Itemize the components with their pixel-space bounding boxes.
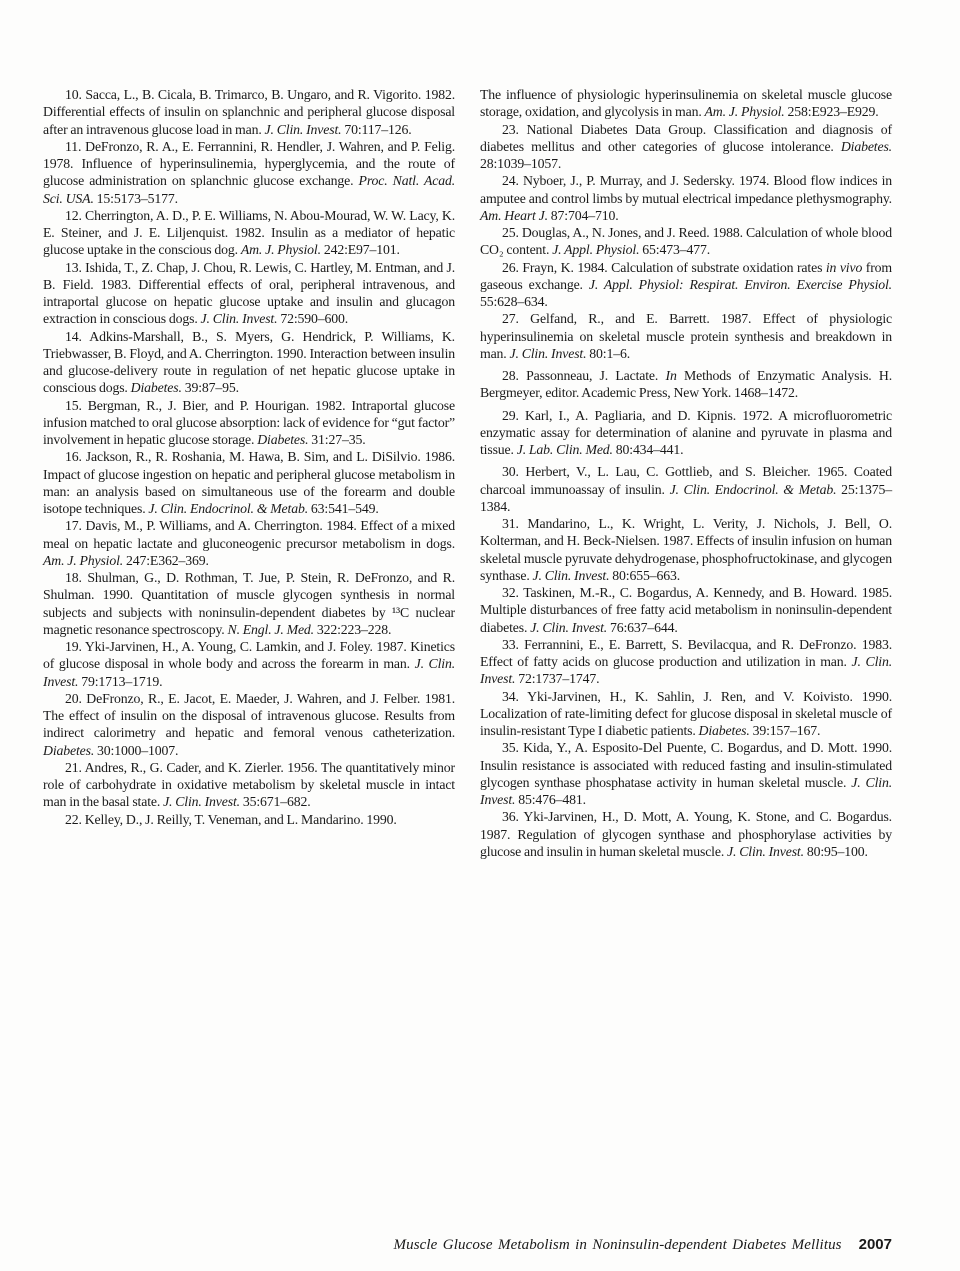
reference-item: 25. Douglas, A., N. Jones, and J. Reed. 1988. Calculation of whole blood CO₂ content. J. Appl. Physiol. 65:473–477. (480, 225, 892, 258)
reference-item: 28. Passonneau, J. Lactate. In Methods of Enzymatic Analysis. H. Bergmeyer, editor. Academic Press, New York. 1468–1472. (480, 368, 893, 401)
reference-item: 13. Ishida, T., Z. Chap, J. Chou, R. Lewis, C. Hartley, M. Entman, and J. B. Field. 1983. Differential effects of oral, peripheral intravenous, and intraportal glucose on hepatic glucose uptake and insulin and glucagon extraction in conscious dogs. J. Clin. Invest. 72:590–600. (43, 259, 455, 327)
page-footer (43, 1236, 892, 1254)
reference-item: 19. Yki-Jarvinen, H., A. Young, C. Lamkin, and J. Foley. 1987. Kinetics of glucose disposal in whole body and across the forearm in man. J. Clin. Invest. 79:1713–1719. (43, 639, 455, 689)
reference-continuation: The influence of physiologic hyperinsulinemia on skeletal muscle glucose storage, oxidation, and glycolysis in man. Am. J. Physiol. 258:E923–E929. (480, 87, 892, 120)
reference-item: 17. Davis, M., P. Williams, and A. Cherrington. 1984. Effect of a mixed meal on hepatic lactate and gluconeogenic precursor metabolism in dogs. Am. J. Physiol. 247:E362–369. (43, 518, 455, 568)
reference-item: 16. Jackson, R., R. Roshania, M. Hawa, B. Sim, and L. DiSilvio. 1986. Impact of glucose ingestion on hepatic and peripheral glucose metabolism in man: an analysis based on simultaneous use of the forearm and double isotope techniques. J. Clin. Endocrinol. & Metab. 63:541–549. (43, 449, 455, 516)
reference-item: 34. Yki-Jarvinen, H., K. Sahlin, J. Ren, and V. Koivisto. 1990. Localization of rate-limiting defect for glucose disposal in skeletal muscle of insulin-resistant Type I diabetic patients. Diabetes. 39:157–167. (480, 688, 892, 738)
reference-item: 31. Mandarino, L., K. Wright, L. Verity, J. Nichols, J. Bell, O. Kolterman, and H. Beck-Nielsen. 1987. Effects of insulin infusion on human skeletal muscle pyruvate dehydrogenase, phosphofructokinase, and glycogen synthase. J. Clin. Invest. 80:655–663. (480, 516, 892, 583)
reference-item: 12. Cherrington, A. D., P. E. Williams, N. Abou-Mourad, W. W. Lacy, K. E. Steiner, and J. E. Liljenquist. 1982. Insulin as a mediator of hepatic glucose uptake in the conscious dog. Am. J. Physiol. 242:E97–101. (43, 207, 455, 258)
reference-item: 21. Andres, R., G. Cader, and K. Zierler. 1956. The quantitatively minor role of carbohydrate in oxidative metabolism by skeletal muscle in intact man in the basal state. J. Clin. Invest. 35:671–682. (43, 759, 455, 810)
references-section (43, 86, 892, 860)
reference-item: 11. DeFronzo, R. A., E. Ferrannini, R. Hendler, J. Wahren, and P. Felig. 1978. Influence of hyperinsulinemia, hyperglycemia, and the route of glucose administration on splanchnic glucose exchange. Proc. Natl. Acad. Sci. USA. 15:5173–5177. (43, 138, 456, 206)
reference-item: 32. Taskinen, M.-R., C. Bogardus, A. Kennedy, and B. Howard. 1985. Multiple disturbances of free fatty acid metabolism in noninsulin-dependent diabetes. J. Clin. Invest. 76:637–644. (480, 585, 892, 635)
reference-item: 23. National Diabetes Data Group. Classification and diagnosis of diabetes mellitus and other categories of glucose intolerance. Diabetes. 28:1039–1057. (480, 121, 892, 171)
reference-item: 10. Sacca, L., B. Cicala, B. Trimarco, B. Ungaro, and R. Vigorito. 1982. Differential effects of insulin on splanchnic and peripheral glucose disposal after an intravenous glucose load in man. J. Clin. Invest. 70:117–126. (43, 87, 455, 137)
reference-item: 27. Gelfand, R., and E. Barrett. 1987. Effect of physiologic hyperinsulinemia on skeletal muscle protein synthesis and breakdown in man. J. Clin. Invest. 80:1–6. (480, 311, 892, 361)
reference-item: 29. Karl, I., A. Pagliaria, and D. Kipnis. 1972. A microfluorometric enzymatic assay for determination of alanine and pyruvate in plasma and tissue. J. Lab. Clin. Med. 80:434–441. (480, 407, 892, 457)
reference-item: 30. Herbert, V., L. Lau, C. Gottlieb, and S. Bleicher. 1965. Coated charcoal immunoassay of insulin. J. Clin. Endocrinol. & Metab. 25:1375–1384. (480, 464, 892, 514)
reference-item: 18. Shulman, G., D. Rothman, T. Jue, P. Stein, R. DeFronzo, and R. Shulman. 1990. Quantitation of muscle glycogen synthesis in normal subjects and subjects with noninsulin-dependent diabetes by ¹³C nuclear magnetic resonance spectroscopy. N. Engl. J. Med. 322:223–228. (43, 570, 455, 637)
reference-item: 14. Adkins-Marshall, B., S. Myers, G. Hendrick, P. Williams, K. Triebwasser, B. Floyd, and A. Cherrington. 1990. Interaction between insulin and glucose-delivery route in regulation of net hepatic glucose uptake in conscious dogs. Diabetes. 39:87–95. (43, 328, 455, 396)
references-column-right (480, 86, 892, 860)
reference-item: 35. Kida, Y., A. Esposito-Del Puente, C. Bogardus, and D. Mott. 1990. Insulin resistance is associated with reduced fasting and insulin-stimulated glycogen synthase phosphatase activity in human skeletal muscle. J. Clin. Invest. 85:476–481. (480, 740, 892, 807)
reference-item: 36. Yki-Jarvinen, H., D. Mott, A. Young, K. Stone, and C. Bogardus. 1987. Regulation of glycogen synthase and phosphorylase activities by glucose and insulin in human skeletal muscle. J. Clin. Invest. 80:95–100. (480, 809, 892, 859)
footer-page-number: 2007 (858, 1236, 892, 1253)
reference-item: 26. Frayn, K. 1984. Calculation of substrate oxidation rates in vivo from gaseous exchange. J. Appl. Physiol: Respirat. Environ. Exercise Physiol. 55:628–634. (480, 259, 892, 309)
footer-running-title: Muscle Glucose Metabolism in Noninsulin-dependent Diabetes Mellitus (393, 1237, 842, 1253)
reference-item: 22. Kelley, D., J. Reilly, T. Veneman, and L. Mandarino. 1990. (65, 811, 397, 827)
reference-item: 20. DeFronzo, R., E. Jacot, E. Maeder, J. Wahren, and J. Felber. 1981. The effect of insulin on the disposal of intravenous glucose. Results from indirect calorimetry and hepatic and femoral venous catheterization. Diabetes. 30:1000–1007. (43, 690, 455, 758)
references-column-left (43, 86, 455, 860)
reference-item: 33. Ferrannini, E., E. Barrett, S. Bevilacqua, and R. DeFronzo. 1983. Effect of fatty acids on glucose production and utilization in man. J. Clin. Invest. 72:1737–1747. (480, 636, 892, 687)
reference-item: 15. Bergman, R., J. Bier, and P. Hourigan. 1982. Intraportal glucose infusion matched to oral glucose absorption: lack of evidence for “gut factor” involvement in hepatic glucose storage. Diabetes. 31:27–35. (43, 397, 455, 447)
reference-item: 24. Nyboer, J., P. Murray, and J. Sedersky. 1974. Blood flow indices in amputee and control limbs by mutual electrical impedance plethysmography. Am. Heart J. 87:704–710. (480, 173, 892, 223)
